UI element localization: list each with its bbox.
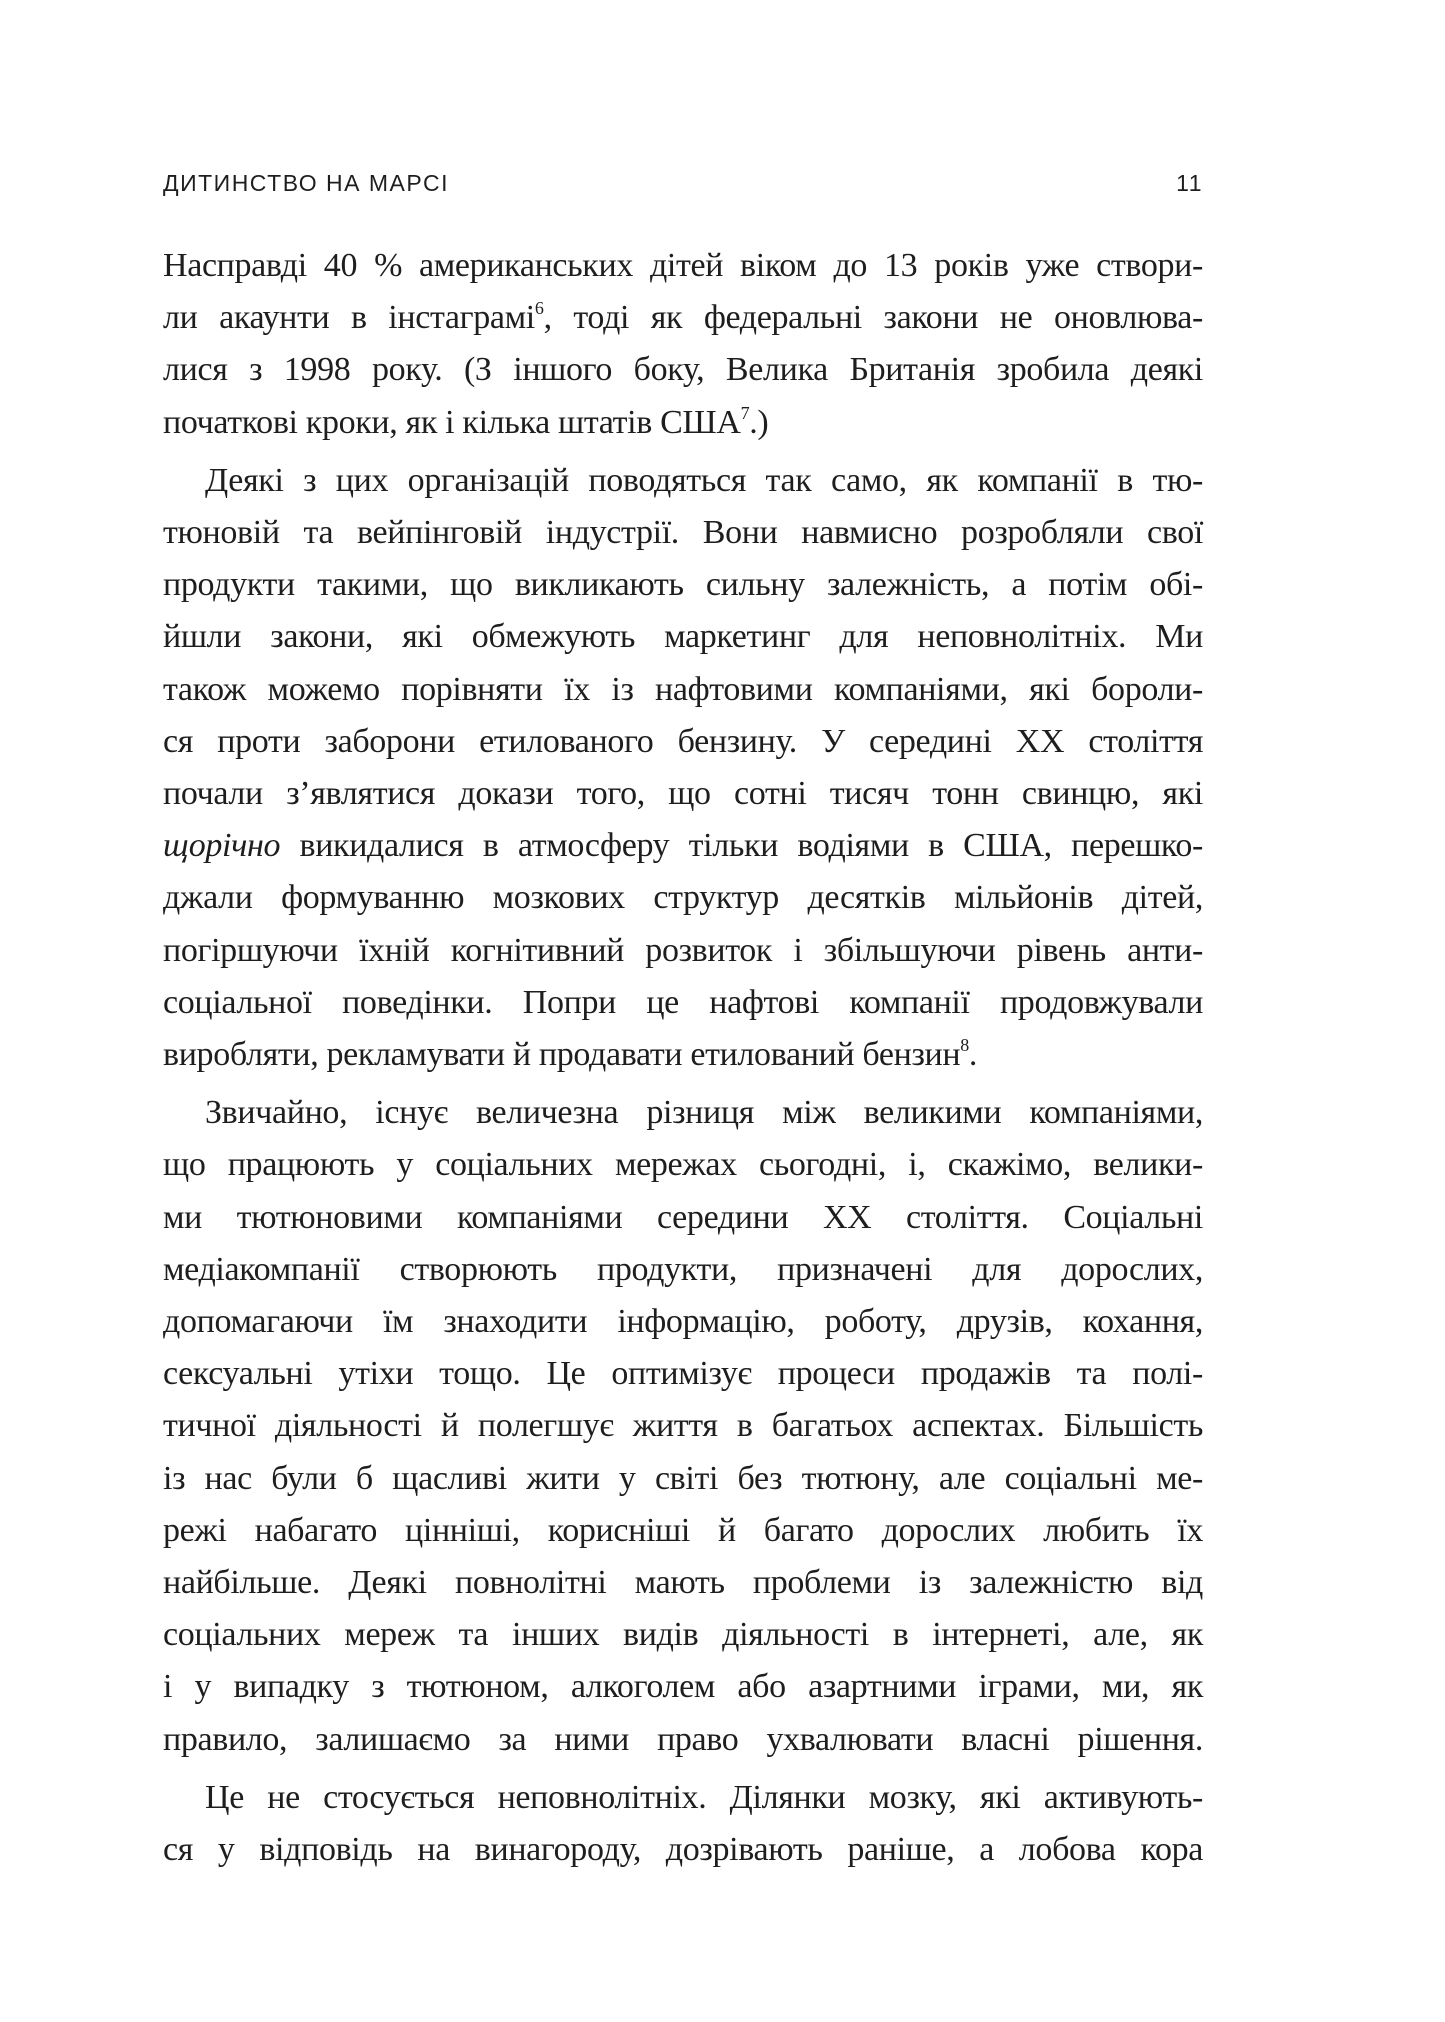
text-line: соціальних мереж та інших видів діяльності в інтернеті, але, як	[163, 1616, 1203, 1654]
text-line: початкові кроки, як і кілька штатів США$^7$.)	[163, 402, 769, 441]
text-line: із нас були б щасливі жити у світі без тютюну, але соціальні ме-	[163, 1459, 1203, 1497]
text-line: найбільше. Деякі повнолітні мають проблеми із залежністю від	[163, 1564, 1203, 1602]
page-number: 11	[1176, 170, 1203, 196]
text-line: режі набагато цінніші, корисніші й багато дорослих любить їх	[163, 1511, 1203, 1549]
text-line: Звичайно, існує величезна різниця між великими компаніями,	[205, 1094, 1203, 1132]
text-line: ли акаунти в інстаграмі$^6$, тоді як федеральні закони не оновлюва-	[163, 298, 1204, 337]
text-line: погіршуючи їхній когнітивний розвиток і збільшуючи рівень анти-	[163, 931, 1203, 969]
text-line: виробляти, рекламувати й продавати етилований бензин$^8$.	[163, 1035, 978, 1074]
footnote-ref: 8	[960, 1035, 969, 1056]
body-text	[163, 240, 1203, 1876]
paragraph-4	[163, 1772, 1203, 1876]
footnote-ref: 7	[740, 402, 750, 423]
text-line: і у випадку з тютюном, алкоголем або азартними іграми, ми, як	[163, 1668, 1203, 1706]
text-line: лися з 1998 року. (З іншого боку, Велика Британія зробила деякі	[163, 351, 1203, 389]
text-line: почали з’являтися докази того, що сотні тисяч тонн свинцю, які	[163, 775, 1203, 813]
footnote-ref: 6	[534, 298, 544, 319]
text-line: сексуальні утіхи тощо. Це оптимізує процеси продажів та полі-	[163, 1355, 1203, 1393]
text-line: Це не стосується неповнолітніх. Ділянки мозку, які активують-	[205, 1778, 1203, 1816]
running-title: ДИТИНСТВО НА МАРСІ	[163, 170, 449, 196]
text-line: що працюють у соціальних мережах сьогодні, і, скажімо, велики-	[163, 1146, 1203, 1184]
text-line: джали формуванню мозкових структур десятків мільйонів дітей,	[163, 879, 1203, 917]
text-line: соціальної поведінки. Попри це нафтові компанії продовжували	[163, 983, 1203, 1021]
paragraph-1	[163, 240, 1203, 449]
text-line: йшли закони, які обмежують маркетинг для неповнолітніх. Ми	[163, 618, 1203, 656]
text-line: допомагаючи їм знаходити інформацію, роботу, друзів, кохання,	[163, 1303, 1203, 1341]
page-header	[163, 164, 1203, 204]
text-line: щорічно викидалися в атмосферу тільки водіями в США, перешко-	[163, 827, 1203, 865]
text-line: ся проти заборони етилованого бензину. У середині XX століття	[163, 722, 1203, 760]
paragraph-3	[163, 1087, 1203, 1766]
text-line: Деякі з цих організацій поводяться так само, як компанії в тю-	[205, 461, 1203, 499]
italic-word: щорічно	[163, 827, 281, 865]
text-line: медіакомпанії створюють продукти, призначені для дорослих,	[163, 1250, 1203, 1288]
text-line: ся у відповідь на винагороду, дозрівають раніше, а лобова кора	[163, 1831, 1203, 1869]
text-line: Насправді 40 % американських дітей віком до 13 років уже створи-	[163, 247, 1203, 284]
paragraph-2	[163, 455, 1203, 1081]
text-line: правило, залишаємо за ними право ухвалювати власні рішення.	[163, 1720, 1203, 1758]
text-line: продукти такими, що викликають сильну залежність, а потім обі-	[163, 566, 1203, 604]
text-line: тичної діяльності й полегшує життя в багатьох аспектах. Більшість	[163, 1407, 1203, 1445]
text-line: ми тютюновими компаніями середини XX століття. Соціальні	[163, 1198, 1203, 1236]
text-line: тюновій та вейпінговій індустрії. Вони навмисно розробляли свої	[163, 514, 1203, 552]
text-line: також можемо порівняти їх із нафтовими компаніями, які бороли-	[163, 670, 1203, 708]
